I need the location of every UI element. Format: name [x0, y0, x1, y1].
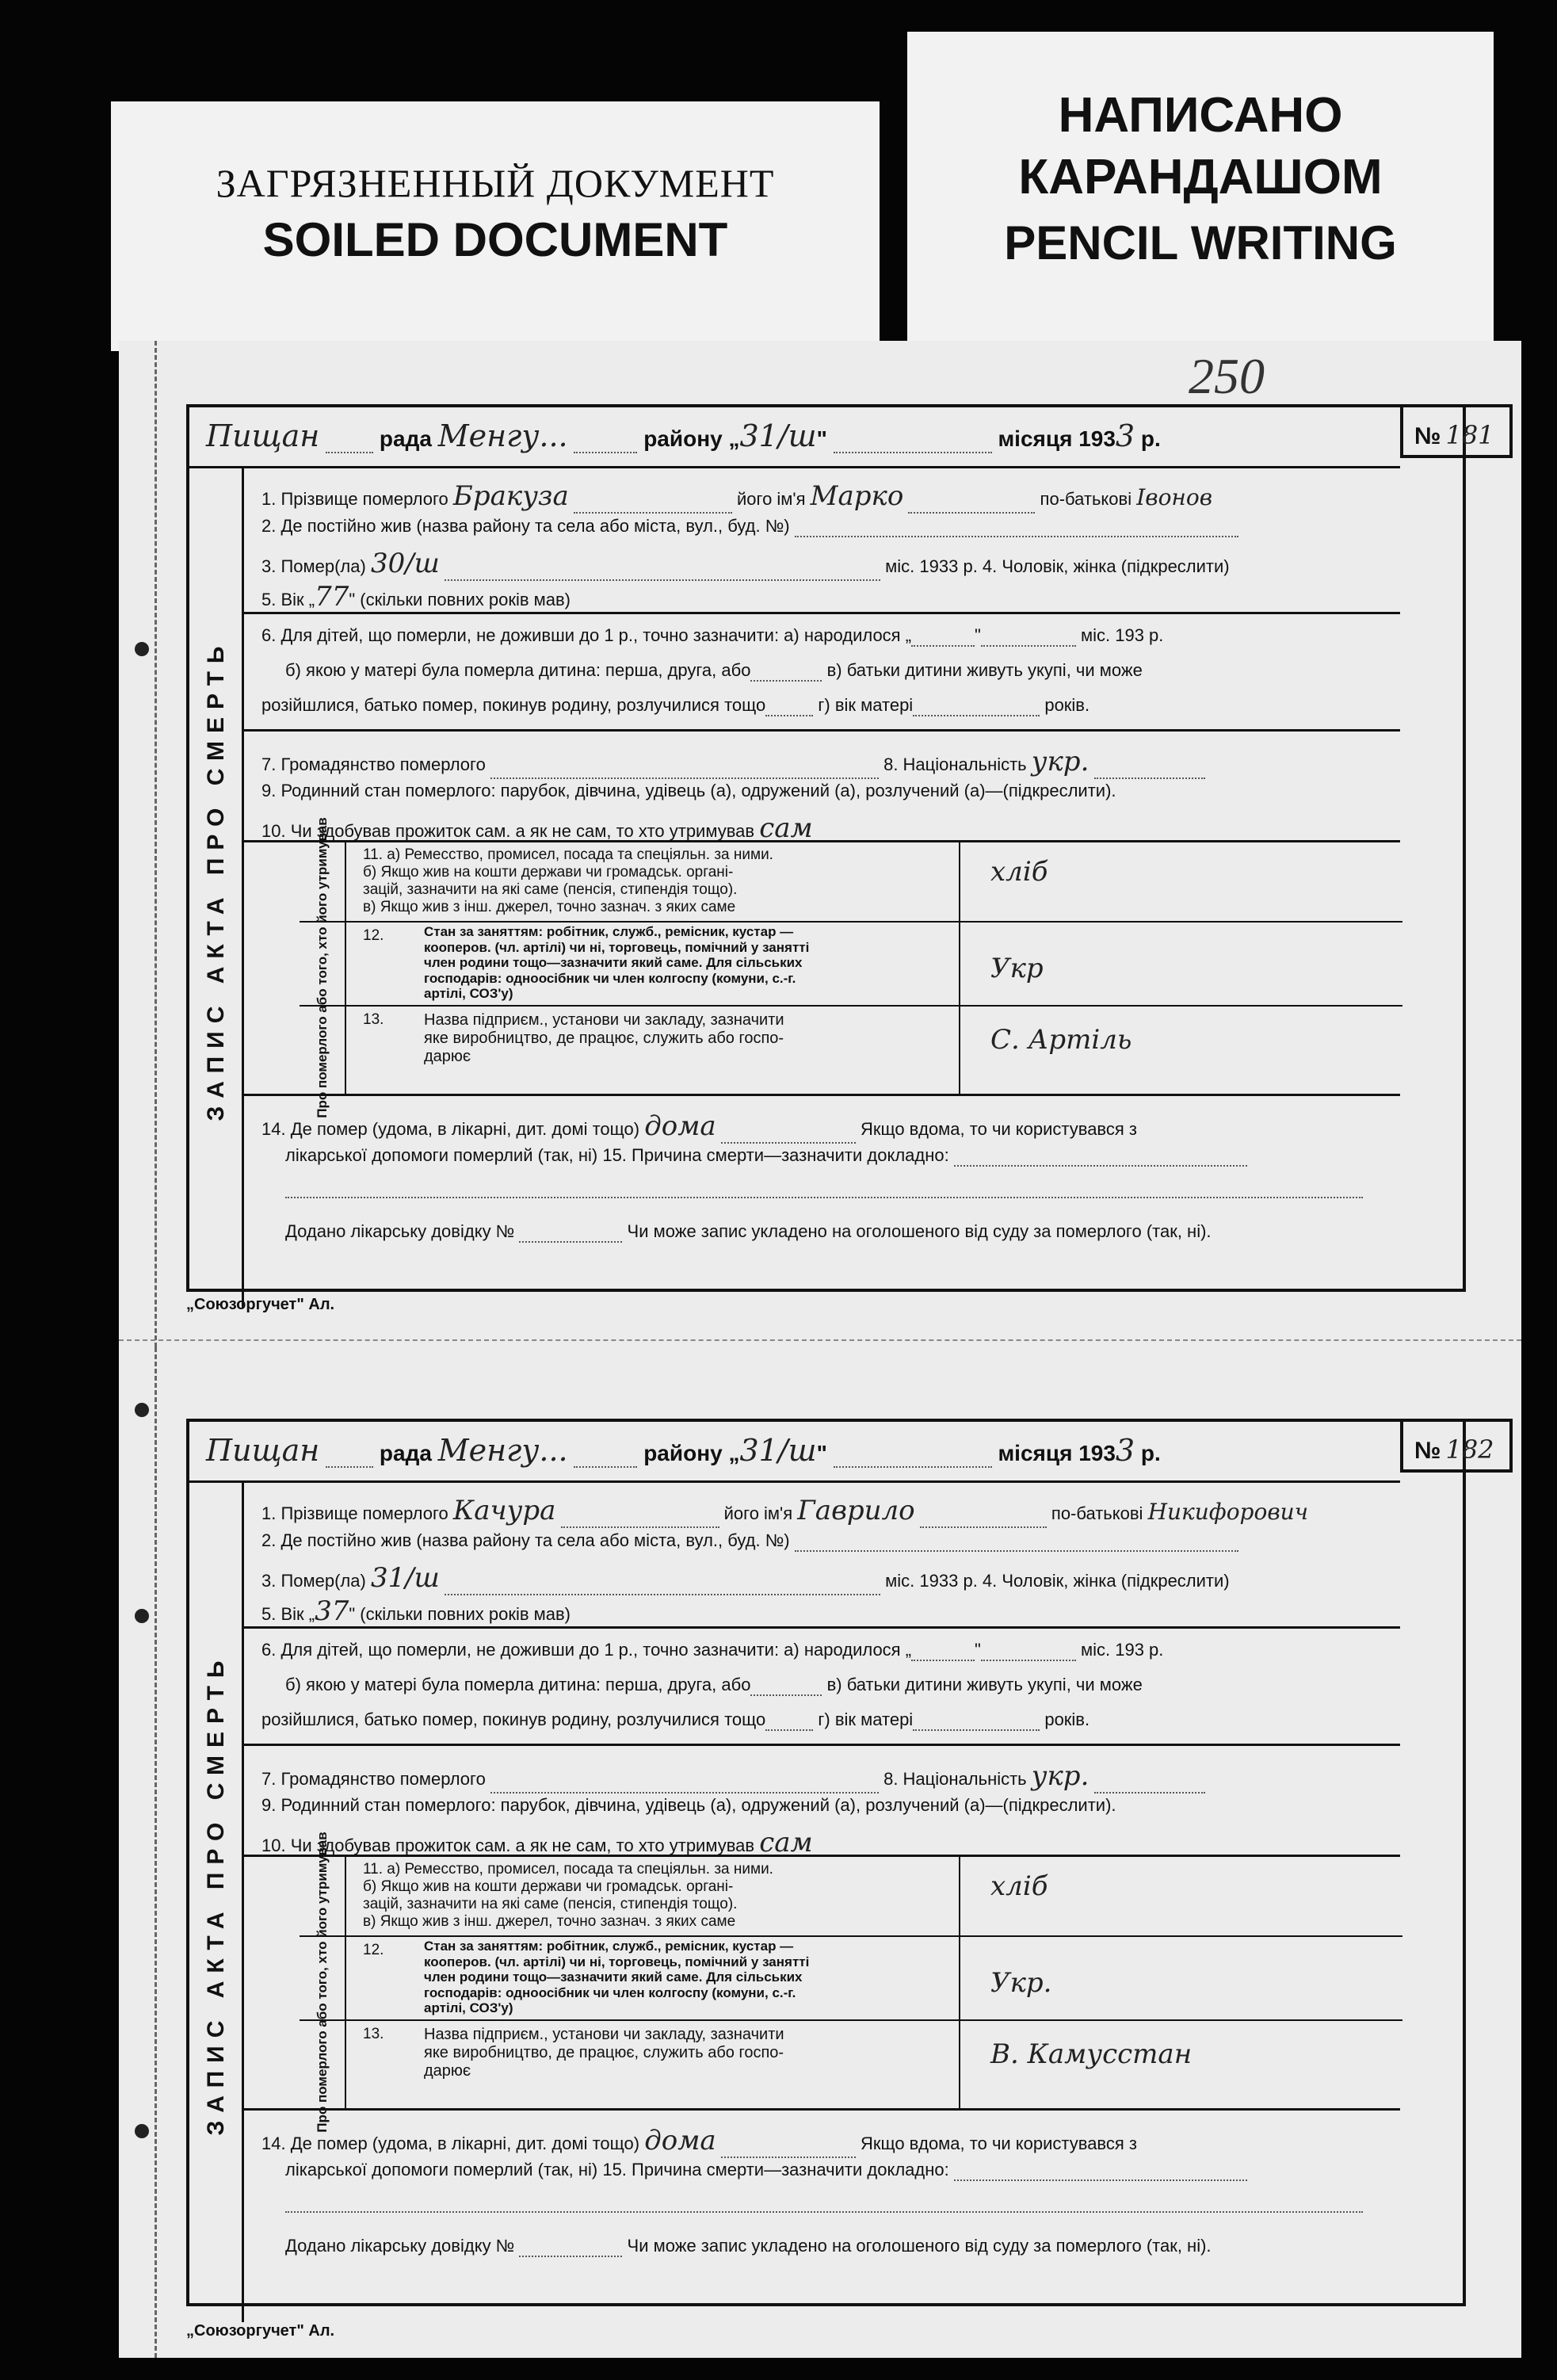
soiled-document-label — [111, 101, 880, 351]
field-15-line — [285, 2191, 1363, 2213]
field-label: б) якою у матері була померла дитина: перша, друга, або — [285, 660, 751, 680]
field-11-text: 11. а) Ремесство, промисел, посада та спеціяльн. за ними. б) Якщо жив на кошти держави чи громадськ. органі- зацій, зазначити на які саме (пенсія, стипендія тощо). в) Якщо жив з інш. джерел, точно зазнач. з яких саме — [363, 1861, 773, 1930]
field-13-number: 13. — [363, 1011, 384, 1028]
field-5-age: 5. Вік „37" (скільки повних років мав) — [261, 1595, 1193, 1629]
field-label: в) батьки дитини живуть укупі, чи може — [826, 1675, 1143, 1694]
field-label: років. — [1044, 695, 1090, 715]
number-label: № — [1414, 423, 1441, 449]
page-number: 250 — [1189, 348, 1265, 404]
field-label: 14. Де помер (удома, в лікарні, дит. домі тощо) — [261, 1119, 640, 1139]
date-of-death: 30/ш — [370, 548, 440, 579]
soiled-label-en: SOILED DOCUMENT — [262, 213, 728, 266]
side-rule — [242, 468, 244, 1308]
workplace: В. Камусстан — [990, 2038, 1193, 2070]
field-label: 5. Вік — [261, 590, 304, 609]
field-label: міс. 193 р. — [1080, 625, 1164, 645]
field-6b — [285, 1674, 1143, 1696]
field-label: 10. Чи здобував прожиток сам. а як не сам, то хто утримував — [261, 821, 755, 841]
binding-line — [155, 1347, 157, 2358]
surname: Бракуза — [452, 480, 569, 512]
field-9-marital — [261, 1794, 1116, 1817]
punch-hole — [135, 642, 149, 656]
side-rule — [242, 1482, 244, 2322]
occupation-side-label: Про померлого або того, хто його утримував — [314, 817, 330, 1118]
form-title: ЗАПИС АКТА ПРО СМЕРТЬ — [203, 638, 229, 1121]
field-14-place — [261, 1110, 1137, 1144]
supported-by: сам — [759, 812, 813, 844]
field-1-name — [261, 1494, 1308, 1528]
field-label: 9. Родинний стан померлого: парубок, дівчина, удівець (а), одружений (а), розлучений (а)—(підкреслити). — [261, 781, 1116, 800]
field-label: по-батькові — [1051, 1503, 1143, 1523]
rayonu-label: району — [643, 1441, 723, 1465]
field-label: 9. Родинний стан померлого: парубок, дівчина, удівець (а), одружений (а), розлучений (а)—(підкреслити). — [261, 1795, 1116, 1815]
field-12-number: 12. — [363, 927, 384, 944]
register-sheet — [119, 341, 1521, 2358]
field-label: Якщо вдома, то чи користувався з — [860, 2134, 1137, 2153]
field-16-certificate — [285, 2235, 1212, 2257]
patronymic: Івонов — [1136, 484, 1213, 510]
field-5-age: 5. Вік „77" (скільки повних років мав) — [261, 580, 1193, 614]
field-12-text: Стан за заняттям: робітник, служб., ремісник, кустар — кооперов. (чл. артілі) чи ні, торговець, помічний у занятті член родини тощо—зазначити який саме. Для сільських господарів: одноосібник чи член колгоспу (комуни, с.-г. артілі, СОЗ'у) — [424, 924, 810, 1002]
first-name: Марко — [810, 480, 904, 512]
field-label: 7. Громадянство померлого — [261, 754, 486, 774]
record-year-digit: 3 — [1115, 418, 1135, 453]
occupation-side-label: Про померлого або того, хто його утримував — [314, 1832, 330, 2133]
occupation: хліб — [990, 856, 1048, 888]
workplace: С. Артіль — [990, 1024, 1132, 1056]
field-9-marital — [261, 780, 1116, 802]
field-label: його ім'я — [737, 489, 806, 509]
pencil-label-ru-1: НАПИСАНО — [1058, 88, 1343, 143]
field-label: років. — [1044, 1710, 1090, 1729]
rule — [300, 1935, 1402, 1937]
field-label: 6. Для дітей, що померли, не доживши до 1 р., точно зазначити: а) народилося — [261, 1640, 901, 1660]
field-3-died: 3. Помер(ла) 30/ш міс. 1933 р. 4. Чоловік, жінка (підкреслити) — [261, 548, 1230, 579]
record-day: 31/ш — [739, 1433, 817, 1468]
first-name: Гаврило — [797, 1495, 915, 1526]
field-2-residence — [261, 1530, 1238, 1552]
field-15-line — [285, 1176, 1363, 1198]
rule — [242, 2108, 1400, 2111]
place-of-death: дома — [644, 2125, 716, 2157]
field-label: розійшлися, батько помер, покинув родину, розлучилися тощо — [261, 1710, 766, 1729]
record-number: 181 — [1445, 420, 1494, 450]
field-13-text: Назва підприєм., установи чи закладу, зазначити яке виробництво, де працює, служить або госпо- дарює — [424, 1011, 784, 1065]
field-label: 1. Прізвище померлого — [261, 1503, 448, 1523]
occupation-status: Укр. — [990, 1967, 1052, 1999]
field-6c — [261, 1709, 1090, 1731]
field-label: 10. Чи здобував прожиток сам. а як не сам, то хто утримував — [261, 1836, 755, 1855]
field-11-text: 11. а) Ремесство, промисел, посада та спеціяльн. за ними. б) Якщо жив на кошти держави чи громадськ. органі- зацій, зазначити на які саме (пенсія, стипендія тощо). в) Якщо жив з інш. джерел, точно зазнач. з яких саме — [363, 846, 773, 915]
village-council: Пищан — [206, 1433, 320, 1468]
surname: Качура — [452, 1495, 556, 1526]
field-label: Чи може запис укладено на оголошеного від суду за померлого (так, ні). — [627, 1221, 1212, 1241]
occupation-status: Укр — [990, 953, 1044, 984]
field-7-8 — [261, 745, 1205, 779]
field-6-children: 6. Для дітей, що померли, не доживши до 1 р., точно зазначити: а) народилося „ " міс. 193 р. — [261, 625, 1164, 645]
r-label: р. — [1140, 1441, 1161, 1465]
perforation-line — [119, 1339, 1521, 1341]
rayonu-label: району — [643, 426, 723, 451]
field-label: міс. 193 — [885, 556, 949, 576]
field-15-cause — [285, 2159, 1247, 2181]
soiled-label-ru: ЗАГРЯЗНЕННЫЙ ДОКУМЕНТ — [216, 161, 775, 205]
field-12-number: 12. — [363, 1942, 384, 1958]
field-label: 3. Помер(ла) — [261, 1571, 366, 1591]
rule — [242, 1744, 1400, 1746]
place-of-death: дома — [644, 1110, 716, 1142]
death-record-form-1 — [186, 404, 1509, 1308]
age: 77 — [315, 581, 349, 613]
field-13-text: Назва підприєм., установи чи закладу, зазначити яке виробництво, де працює, служить або госпо- дарює — [424, 2026, 784, 2080]
field-label: р. 4. Чоловік, жінка (підкреслити) — [963, 556, 1230, 576]
field-label: 7. Громадянство померлого — [261, 1769, 486, 1789]
field-label: Якщо вдома, то чи користувався з — [860, 1119, 1137, 1139]
number-label: № — [1414, 1438, 1441, 1464]
field-14-place — [261, 2124, 1137, 2158]
field-13-number: 13. — [363, 2026, 384, 2042]
form-title-vertical — [193, 602, 240, 1157]
r-label: р. — [1140, 426, 1161, 451]
rule — [242, 1094, 1400, 1096]
field-label: Додано лікарську довідку № — [285, 2236, 515, 2256]
field-1-name — [261, 479, 1212, 514]
field-label: (скільки повних років мав) — [360, 1604, 571, 1624]
form-header: Пищан рада Менгу... району „31/ш" місяця 1933 р. — [206, 1433, 1161, 1468]
field-15-cause — [285, 1144, 1247, 1167]
field-label: (скільки повних років мав) — [360, 590, 571, 609]
field-label: лікарської допомоги померлий (так, ні) 15. Причина смерти—зазначити докладно: — [285, 1145, 949, 1165]
field-6c — [261, 694, 1090, 716]
field-label: міс. 193 — [885, 1571, 949, 1591]
field-label: 2. Де постійно жив (назва району та села або міста, вул., буд. №) — [261, 1530, 790, 1550]
punch-hole — [135, 1609, 149, 1623]
field-label: міс. 193 р. — [1080, 1640, 1164, 1660]
rule — [300, 1005, 1402, 1007]
record-year-digit: 3 — [1115, 1433, 1135, 1468]
field-2-residence — [261, 515, 1238, 537]
field-3-died: 3. Помер(ла) 31/ш міс. 1933 р. 4. Чоловік, жінка (підкреслити) — [261, 1562, 1230, 1594]
record-number-box — [1400, 1419, 1513, 1473]
nationality: укр. — [1031, 1760, 1090, 1792]
field-label: в) батьки дитини живуть укупі, чи може — [826, 660, 1143, 680]
field-7-8 — [261, 1759, 1205, 1794]
form-title: ЗАПИС АКТА ПРО СМЕРТЬ — [203, 1652, 229, 2136]
form-header: Пищан рада Менгу... району „31/ш" місяця 1933 р. — [206, 418, 1161, 453]
rada-label: рада — [379, 1441, 432, 1465]
supported-by: сам — [759, 1827, 813, 1859]
field-label: 3. Помер(ла) — [261, 556, 366, 576]
rule — [300, 2019, 1402, 2021]
district-name: Менгу... — [437, 1433, 568, 1468]
publisher-mark: „Союзоргучет" Ал. — [186, 1296, 335, 1313]
field-6b — [285, 659, 1143, 682]
field-label: 5. Вік — [261, 1604, 304, 1624]
date-of-death: 31/ш — [370, 1562, 440, 1594]
field-label: 2. Де постійно жив (назва району та села або міста, вул., буд. №) — [261, 516, 790, 536]
binding-line — [155, 341, 157, 1347]
field-label: Додано лікарську довідку № — [285, 1221, 515, 1241]
district-name: Менгу... — [437, 418, 568, 453]
record-day: 31/ш — [739, 418, 817, 453]
form-title-vertical — [193, 1617, 240, 2172]
field-label: Чи може запис укладено на оголошеного від суду за померлого (так, ні). — [627, 2236, 1212, 2256]
rule — [242, 1626, 1400, 1629]
field-label: р. 4. Чоловік, жінка (підкреслити) — [963, 1571, 1230, 1591]
rule — [300, 921, 1402, 923]
record-number-box — [1400, 404, 1513, 458]
pencil-label-en: PENCIL WRITING — [1004, 216, 1397, 269]
month-year-label: місяця 193 — [998, 426, 1116, 451]
field-label: його ім'я — [723, 1503, 793, 1523]
field-label: б) якою у матері була померла дитина: перша, друга, або — [285, 1675, 751, 1694]
field-12-text: Стан за заняттям: робітник, служб., ремісник, кустар — кооперов. (чл. артілі) чи ні, торговець, помічний у занятті член родини тощо—зазначити який саме. Для сільських господарів: одноосібник чи член колгоспу (комуни, с.-г. артілі, СОЗ'у) — [424, 1939, 810, 2016]
occupation-side — [301, 817, 346, 1118]
header-rule — [186, 466, 1400, 468]
month-year-label: місяця 193 — [998, 1441, 1116, 1465]
field-label: 8. Національність — [883, 754, 1027, 774]
field-6-children: 6. Для дітей, що померли, не доживши до 1 р., точно зазначити: а) народилося „ " міс. 193 р. — [261, 1640, 1164, 1660]
field-label: 8. Національність — [883, 1769, 1027, 1789]
age: 37 — [315, 1595, 349, 1627]
record-number: 182 — [1445, 1434, 1494, 1465]
pencil-label-ru-2: КАРАНДАШОМ — [1018, 150, 1383, 204]
field-label: лікарської допомоги померлий (так, ні) 15. Причина смерти—зазначити докладно: — [285, 2160, 949, 2179]
pencil-writing-label — [907, 32, 1494, 347]
patronymic: Никифорович — [1147, 1499, 1309, 1525]
rule — [242, 612, 1400, 614]
field-label: 14. Де помер (удома, в лікарні, дит. домі тощо) — [261, 2134, 640, 2153]
publisher-mark: „Союзоргучет" Ал. — [186, 2322, 335, 2340]
field-label: г) вік матері — [818, 1710, 914, 1729]
field-label: по-батькові — [1040, 489, 1132, 509]
rada-label: рада — [379, 426, 432, 451]
death-record-form-2 — [186, 1419, 1509, 2322]
rule — [242, 729, 1400, 732]
punch-hole — [135, 1403, 149, 1417]
punch-hole — [135, 2124, 149, 2138]
field-label: г) вік матері — [818, 695, 914, 715]
field-label: розійшлися, батько помер, покинув родину, розлучилися тощо — [261, 695, 766, 715]
field-label: 1. Прізвище померлого — [261, 489, 448, 509]
occupation: хліб — [990, 1870, 1048, 1902]
occupation-side — [301, 1832, 346, 2133]
field-label: 6. Для дітей, що померли, не доживши до 1 р., точно зазначити: а) народилося — [261, 625, 901, 645]
village-council: Пищан — [206, 418, 320, 453]
field-16-certificate — [285, 1221, 1212, 1243]
header-rule — [186, 1480, 1400, 1483]
nationality: укр. — [1031, 746, 1090, 777]
